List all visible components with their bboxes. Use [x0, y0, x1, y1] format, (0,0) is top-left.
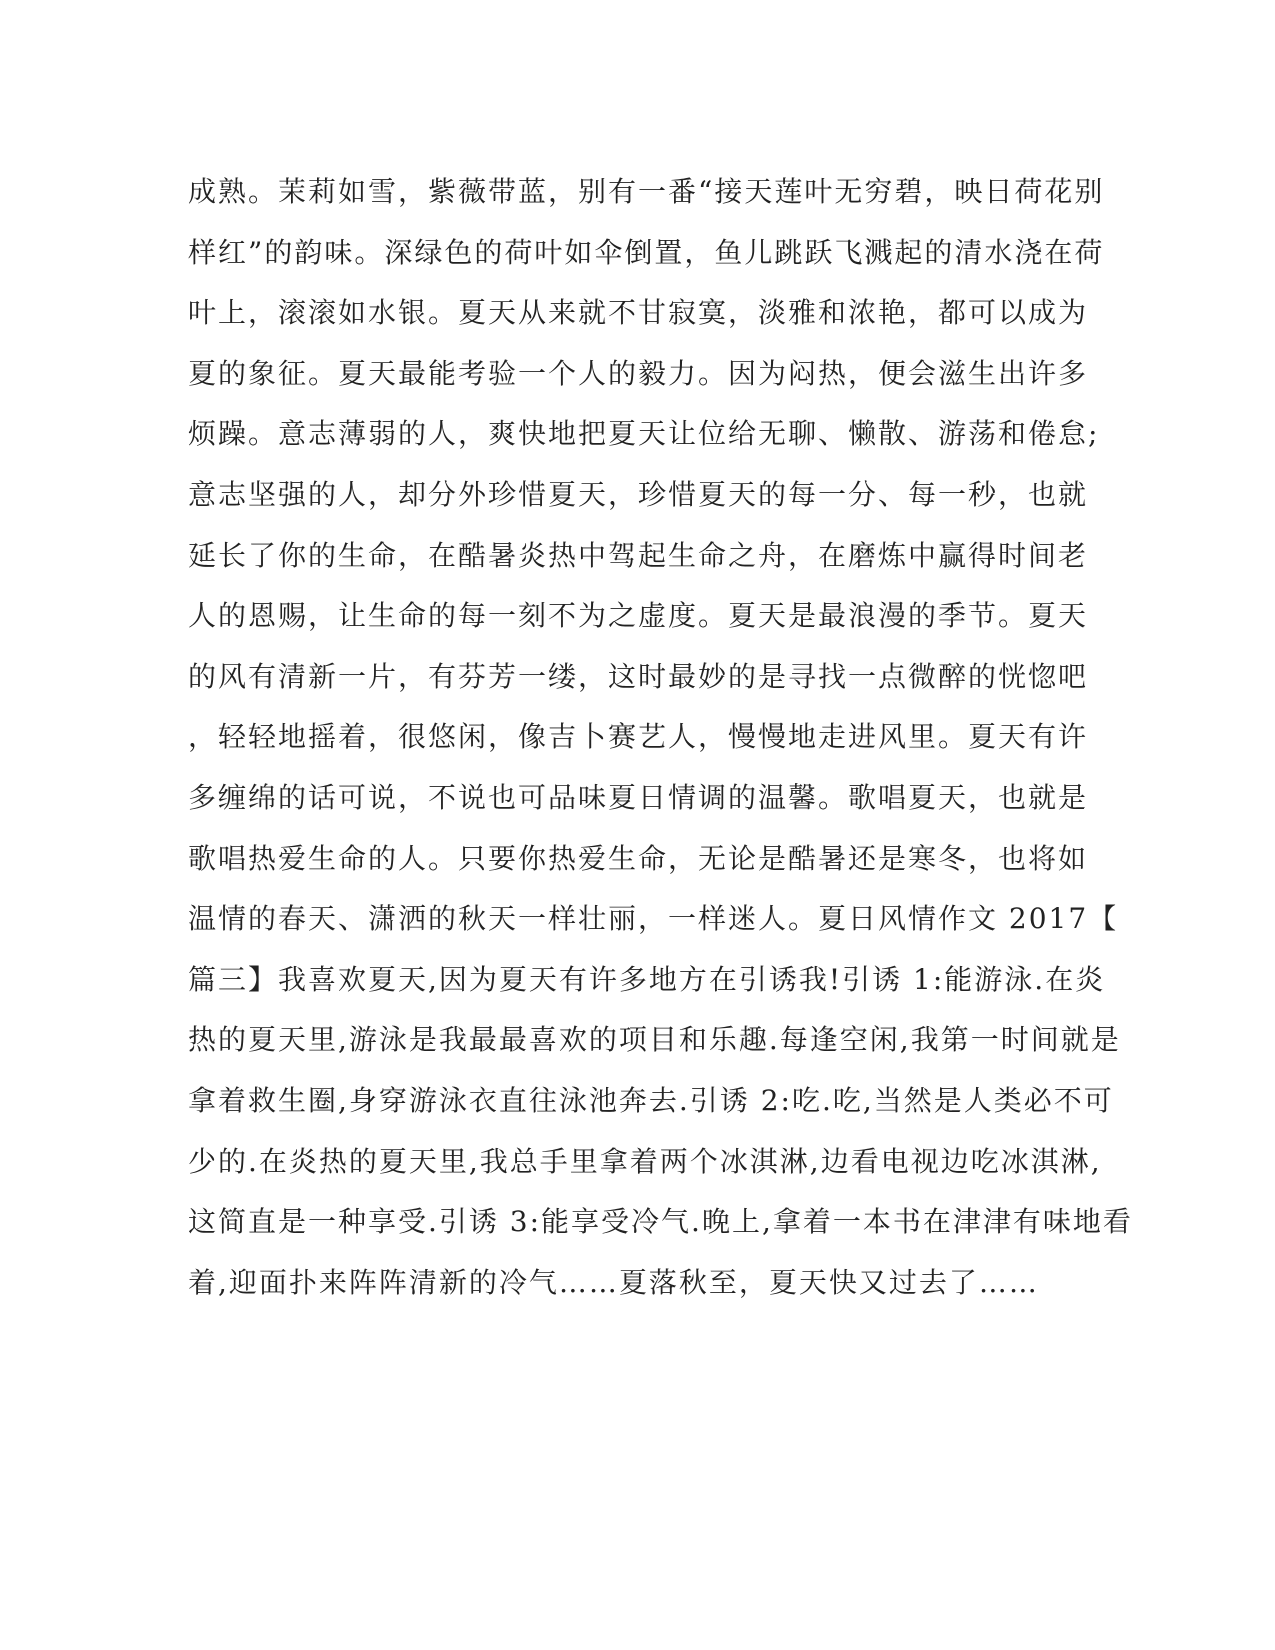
text-line-4: 夏的象征。夏天最能考验一个人的毅力。因为闷热，便会滋生出许多 [188, 356, 1089, 390]
text-line-2: 样红”的韵味。深绿色的荷叶如伞倒置，鱼儿跳跃飞溅起的清水浇在荷 [188, 235, 1105, 269]
text-line-18: 这简直是一种享受.引诱 3:能享受冷气.晚上,拿着一本书在津津有味地看 [188, 1205, 1133, 1239]
text-line-16: 拿着救生圈,身穿游泳衣直往泳池奔去.引诱 2:吃.吃,当然是人类必不可 [188, 1083, 1114, 1117]
text-line-11: 多缠绵的话可说，不说也可品味夏日情调的温馨。歌唱夏天，也就是 [188, 780, 1089, 814]
text-line-8: 人的恩赐，让生命的每一刻不为之虚度。夏天是最浪漫的季节。夏天 [188, 599, 1089, 633]
text-line-10: ，轻轻地摇着，很悠闲，像吉卜赛艺人，慢慢地走进风里。夏天有许 [188, 720, 1089, 754]
text-line-15: 热的夏天里,游泳是我最最喜欢的项目和乐趣.每逢空闲,我第一时间就是 [188, 1023, 1121, 1057]
text-line-3: 叶上，滚滚如水银。夏天从来就不甘寂寞，淡雅和浓艳，都可以成为 [188, 296, 1089, 330]
text-line-14: 篇三】我喜欢夏天,因为夏天有许多地方在引诱我!引诱 1:能游泳.在炎 [188, 962, 1106, 996]
text-line-7: 延长了你的生命，在酷暑炎热中驾起生命之舟，在磨炼中赢得时间老 [188, 538, 1089, 572]
text-line-13: 温情的春天、潇洒的秋天一样壮丽，一样迷人。夏日风情作文 2017【 [188, 902, 1119, 936]
text-line-6: 意志坚强的人，却分外珍惜夏天，珍惜夏天的每一分、每一秒，也就 [188, 477, 1089, 511]
text-line-12: 歌唱热爱生命的人。只要你热爱生命，无论是酷暑还是寒冬，也将如 [188, 841, 1089, 875]
text-line-17: 少的.在炎热的夏天里,我总手里拿着两个冰淇淋,边看电视边吃冰淇淋, [188, 1144, 1102, 1178]
body-text [188, 162, 1133, 1313]
text-line-1: 成熟。茉莉如雪，紫薇带蓝，别有一番“接天莲叶无穷碧，映日荷花别 [188, 175, 1105, 208]
text-line-5: 烦躁。意志薄弱的人，爽快地把夏天让位给无聊、懒散、游荡和倦怠; [188, 417, 1100, 451]
text-line-19: 着,迎面扑来阵阵清新的冷气……夏落秋至，夏天快又过去了…… [188, 1265, 1039, 1299]
text-line-9: 的风有清新一片，有芬芳一缕，这时最妙的是寻找一点微醉的恍惚吧 [188, 659, 1089, 693]
